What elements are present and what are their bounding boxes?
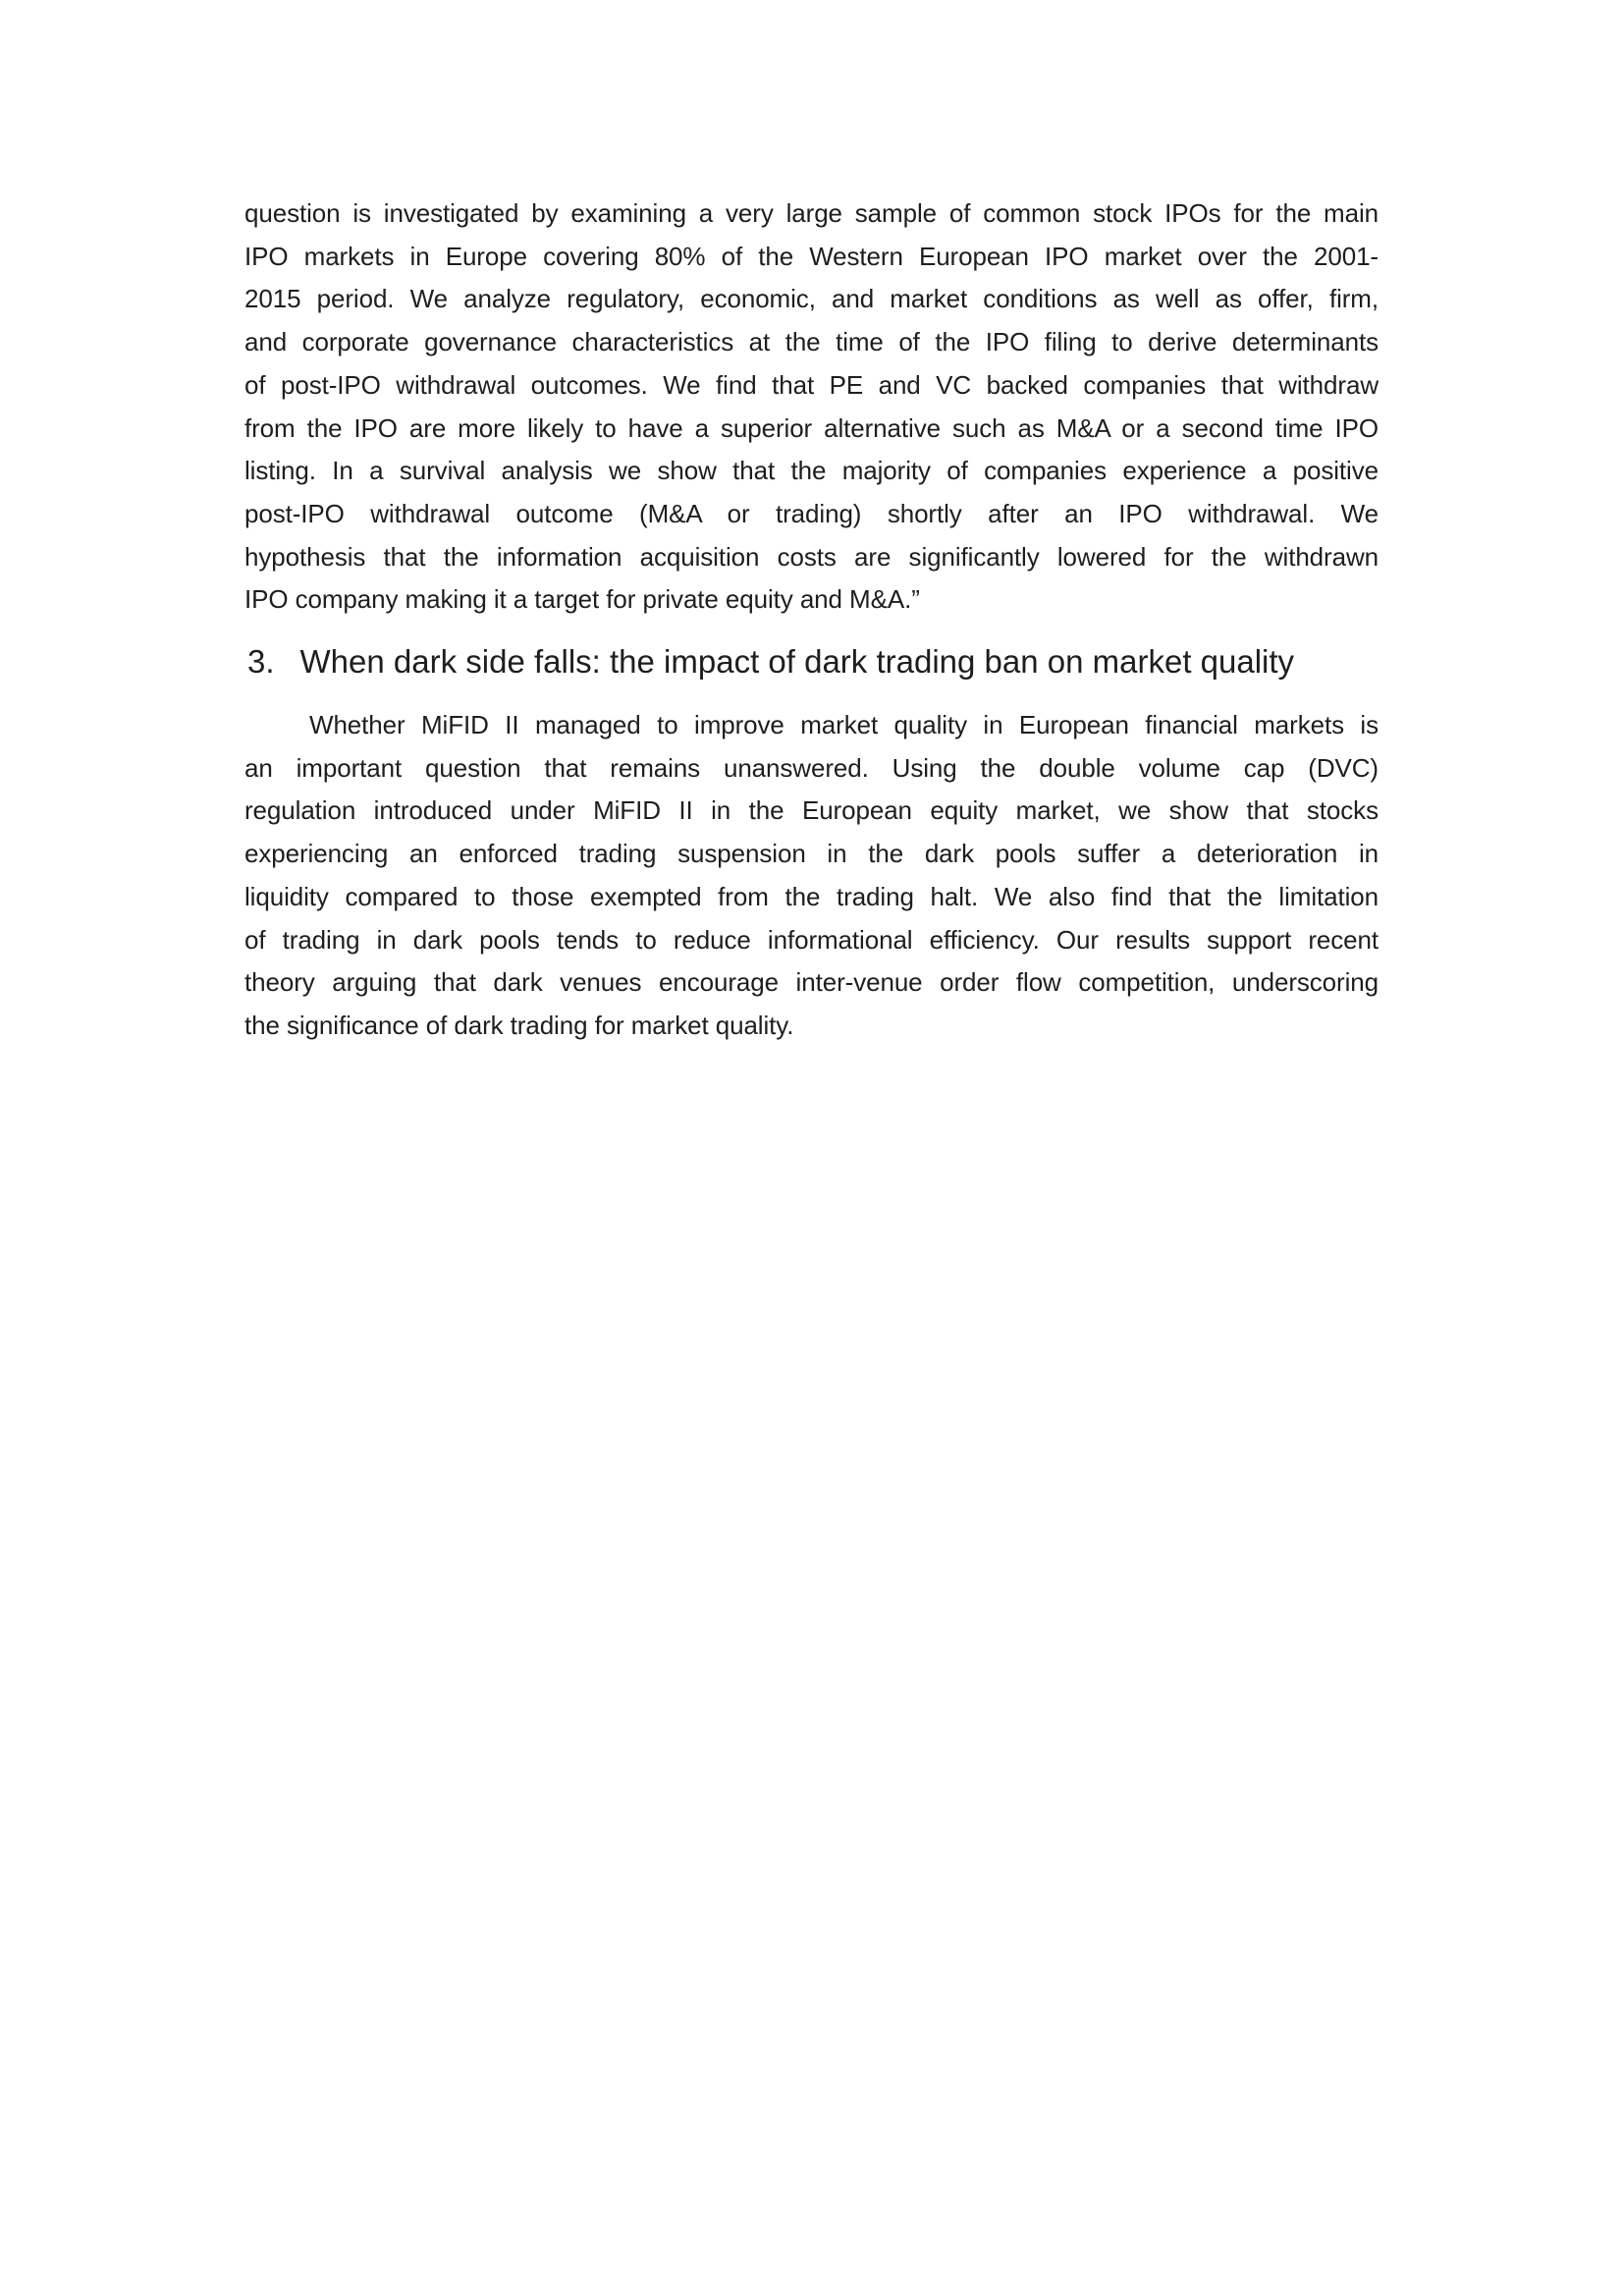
paragraph-line: from the IPO are more likely to have a superior alternative such as M&A or a second time IPO <box>244 412 1379 443</box>
paragraph-line: the significance of dark trading for market quality. <box>244 1010 794 1040</box>
paragraph-line: experiencing an enforced trading suspension in the dark pools suffer a deterioration in <box>244 839 1379 869</box>
paragraph-line: theory arguing that dark venues encourage inter-venue order flow competition, underscoring <box>244 967 1379 998</box>
paragraph-line: 2015 period. We analyze regulatory, economic, and market conditions as well as offer, firm, <box>244 284 1379 314</box>
page-content <box>244 192 1379 1048</box>
section-number: 3. <box>247 643 275 681</box>
paragraph-ipo-withdrawal-abstract <box>244 192 1379 622</box>
paragraph-line: of post-IPO withdrawal outcomes. We find that PE and VC backed companies that withdraw <box>244 369 1379 400</box>
paragraph-dark-trading-abstract <box>244 704 1379 1048</box>
paragraph-line: and corporate governance characteristics at the time of the IPO filing to derive determinants <box>244 327 1379 357</box>
paragraph-line: of trading in dark pools tends to reduce informational efficiency. Our results support recent <box>244 924 1379 955</box>
paragraph-line: regulation introduced under MiFID II in the European equity market, we show that stocks <box>244 795 1379 826</box>
section-title: When dark side falls: the impact of dark trading ban on market quality <box>299 643 1295 681</box>
paragraph-line: hypothesis that the information acquisition costs are significantly lowered for the withdrawn <box>244 541 1379 572</box>
paragraph-line: question is investigated by examining a very large sample of common stock IPOs for the main <box>244 198 1379 228</box>
paragraph-line: Whether MiFID II managed to improve market quality in European financial markets is <box>309 710 1379 740</box>
paragraph-line: post-IPO withdrawal outcome (M&A or trading) shortly after an IPO withdrawal. We <box>244 498 1379 528</box>
paragraph-line: an important question that remains unanswered. Using the double volume cap (DVC) <box>244 752 1379 783</box>
paragraph-line: liquidity compared to those exempted from the trading halt. We also find that the limitation <box>244 881 1379 911</box>
paragraph-line: IPO markets in Europe covering 80% of the Western European IPO market over the 2001- <box>244 241 1379 271</box>
section-heading <box>244 640 1379 683</box>
paragraph-line: IPO company making it a target for private equity and M&A.” <box>244 584 920 615</box>
paragraph-line: listing. In a survival analysis we show that the majority of companies experience a positive <box>244 456 1379 486</box>
